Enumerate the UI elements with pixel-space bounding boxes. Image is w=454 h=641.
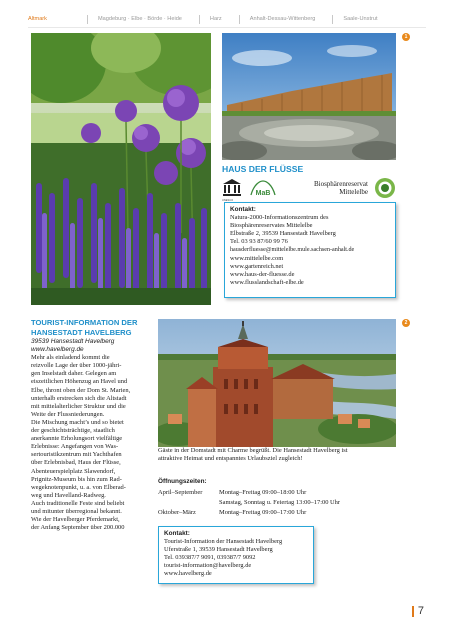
mab-logo-icon <box>248 178 278 198</box>
hours-period: April–September <box>158 489 203 496</box>
body-line: Prignitz-Museum bis hin zum Rad- <box>31 475 122 483</box>
hours-time: Samstag, Sonntag u. Feiertag 13:00–17:00 Uhr <box>219 499 341 507</box>
contact-phone: Tel. 039387/7 9091, 039387/7 9092 <box>164 554 256 562</box>
nav-divider <box>87 15 88 24</box>
body-line: unterhalb erstrecken sich die Altstadt <box>31 394 127 402</box>
contact-web-link[interactable]: www.gartenreich.net <box>230 262 284 270</box>
hours-row <box>158 488 398 498</box>
body-line: sertouristikzentrum mit Yachthafen <box>31 451 122 459</box>
body-line: eiszeitlichen Höhenzug an Havel und <box>31 378 128 386</box>
body-line: reizvolle Lage der über 1000-jähri- <box>31 362 122 370</box>
haus-der-fluesse-title: HAUS DER FLÜSSE <box>222 164 304 174</box>
caption-line-2: attraktive Heimat und entspanntes Urlaubsziel zugleich! <box>158 455 303 463</box>
contact-email-link[interactable]: tourist-information@havelberg.de <box>164 562 252 570</box>
body-line: wegeknotenpunkt, u. a. von Elberad- <box>31 483 126 491</box>
body-line: gen Inselstadt daher. Gelegen am <box>31 370 117 378</box>
contact-phone: Tel. 03 93 87/60 99 76 <box>230 238 288 246</box>
havelberg-cathedral-photo <box>158 319 396 447</box>
nav-divider <box>332 15 333 24</box>
contact-address: Uferstraße 1, 39539 Hansestadt Havelberg <box>164 546 273 554</box>
contact-box-haus-der-fluesse <box>224 202 396 298</box>
biosphere-reserve-label <box>294 180 368 196</box>
body-line: weg und Havelland-Radweg. <box>31 491 106 499</box>
hours-row <box>158 508 398 518</box>
body-line: über Erlebnisbad, Haus der Flüsse, <box>31 459 121 467</box>
nav-tab-harz[interactable]: Harz <box>209 16 222 22</box>
unesco-logo-icon <box>222 178 242 198</box>
unesco-text: UNESCO <box>222 199 234 202</box>
tourist-info-body <box>31 338 153 532</box>
nav-tab-altmark[interactable]: Altmark <box>28 16 47 22</box>
badge-number-1: 1 <box>402 33 410 41</box>
nav-tab-magdeburg[interactable]: Magdeburg · Elbe · Börde · Heide <box>97 16 182 22</box>
tourist-info-title-line-2: HANSESTADT HAVELBERG <box>31 327 132 337</box>
tourist-info-website-link[interactable]: www.havelberg.de <box>31 346 84 354</box>
body-line: Weite der Flussniederungen. <box>31 410 105 418</box>
body-line: anerkannte Erholungsort vielfältige <box>31 435 123 443</box>
contact-web-link[interactable]: www.havelberg.de <box>164 570 212 578</box>
contact-address: Elbstraße 2, 39539 Hansestadt Havelberg <box>230 230 336 238</box>
hours-time: Montag–Freitag 09:00–17:00 Uhr <box>219 509 307 517</box>
tourist-info-address: 39539 Hansestadt Havelberg <box>31 338 115 345</box>
contact-web-link[interactable]: www.mittelelbe.com <box>230 254 284 262</box>
hours-time: Montag–Freitag 09:00–18:00 Uhr <box>219 489 307 496</box>
hours-row <box>158 498 398 508</box>
opening-hours-title: Öffnungszeiten: <box>158 478 207 485</box>
nav-underline <box>28 27 426 28</box>
region-navigation <box>28 12 426 26</box>
body-line: der Anfang September über 200.000 <box>31 524 125 532</box>
body-line: Erlebnisse: Angefangen von Was- <box>31 443 119 451</box>
opening-hours-table <box>158 488 398 519</box>
garden-photo <box>31 33 211 305</box>
body-line: und mitunter überregional bekannt. <box>31 507 122 515</box>
page-number-bar <box>412 606 414 617</box>
svg-text:MaB: MaB <box>255 190 271 197</box>
nav-divider <box>199 15 200 24</box>
tourist-info-title-line-1: TOURIST-INFORMATION DER <box>31 318 138 327</box>
biosphere-line-2: Mittelelbe <box>339 188 368 196</box>
page-number <box>412 605 424 617</box>
caption-line-1: Gäste in der Domstadt mit Charme begrüßt. Die Hansestadt Havelberg ist <box>158 447 348 454</box>
tourist-info-title <box>31 318 137 337</box>
body-line: Abenteuerspielplatz Slawendorf, <box>31 467 116 475</box>
nav-divider <box>239 15 240 24</box>
contact-web-link[interactable]: www.flusslandschaft-elbe.de <box>230 278 304 286</box>
body-line: Mehr als einladend kommt die <box>31 354 110 362</box>
nav-tab-saale-unstrut[interactable]: Saale-Unstrut <box>343 16 378 22</box>
contact-line: Natura-2000-Informationszentrum des <box>230 214 329 222</box>
body-line: Wie der Havelberger Pferdemarkt, <box>31 516 120 524</box>
biosphere-line-1: Biosphärenreservat <box>313 180 368 188</box>
body-line: mit mittelalterlicher Struktur und die <box>31 402 126 410</box>
body-line: Auch traditionelle Feste sind beliebt <box>31 499 125 507</box>
body-line: Die Mischung macht’s und so bietet <box>31 418 124 426</box>
contact-email-link[interactable]: hausderfluesse@mittelelbe.mule.sachsen-anhalt.de <box>230 247 355 254</box>
biosphere-emblem-icon <box>374 177 396 199</box>
contact-box-tourist-info <box>158 526 314 584</box>
logo-row <box>222 177 396 199</box>
nav-tab-anhalt[interactable]: Anhalt-Dessau-Wittenberg <box>249 16 316 22</box>
contact-heading: Kontakt: <box>164 530 190 537</box>
contact-web-link[interactable]: www.haus-der-fluesse.de <box>230 270 295 278</box>
photo-caption <box>158 447 398 463</box>
contact-heading: Kontakt: <box>230 206 256 213</box>
badge-number-2: 2 <box>402 319 410 327</box>
page-number-value: 7 <box>417 605 424 617</box>
body-line: der geschichtsträchtige, staatlich <box>31 427 115 435</box>
contact-line: Biosphärenreservates Mittelelbe <box>230 222 313 230</box>
hours-period: Oktober–März <box>158 509 196 517</box>
contact-line: Tourist-Information der Hansestadt Havelberg <box>164 538 283 546</box>
hours-period <box>158 498 219 508</box>
body-line: Elbe, thront oben der Dom St. Marien, <box>31 386 131 394</box>
haus-der-fluesse-photo <box>222 33 396 160</box>
